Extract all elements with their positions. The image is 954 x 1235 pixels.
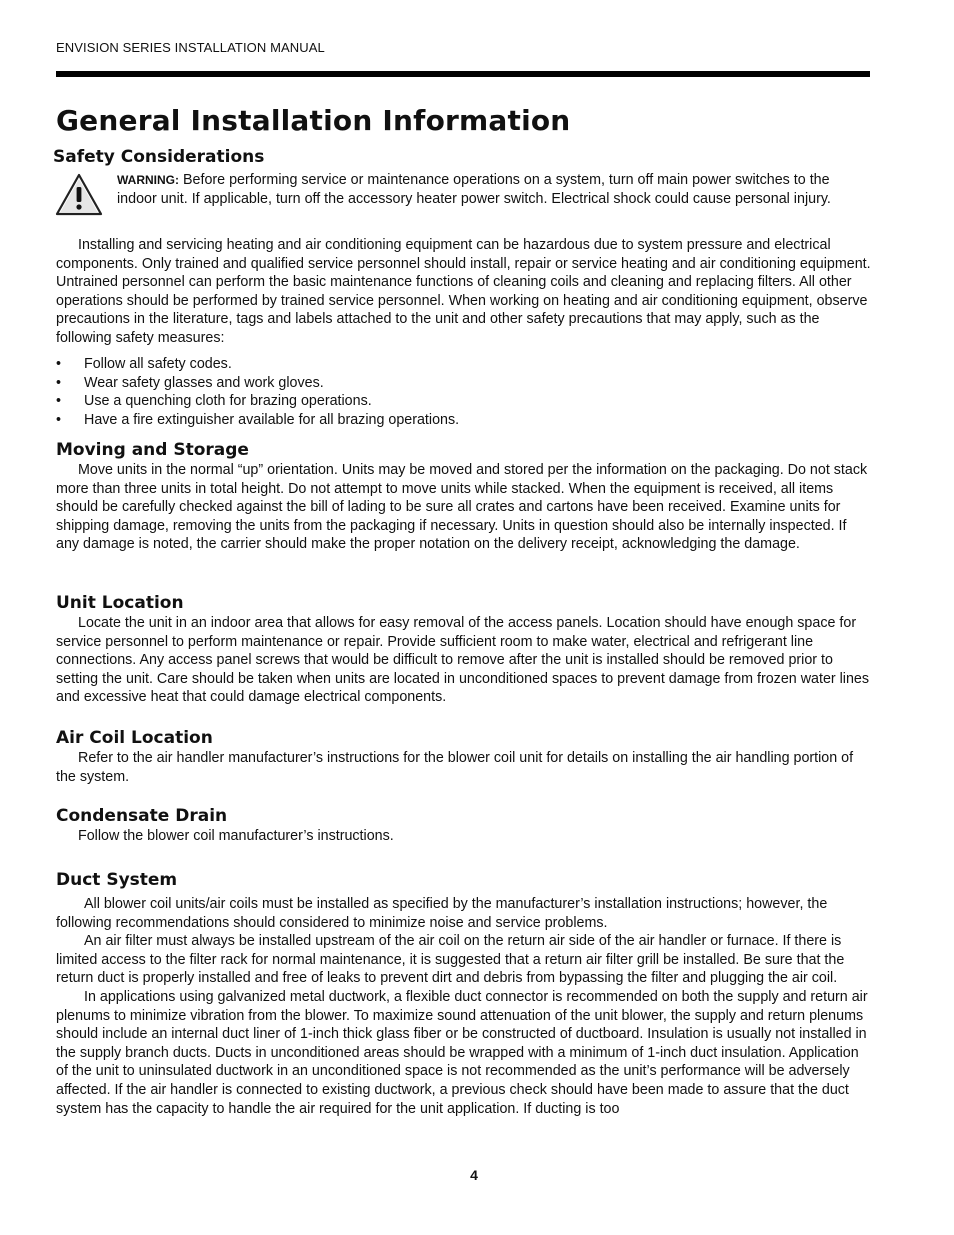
list-item: • Use a quenching cloth for brazing operations. bbox=[56, 393, 372, 410]
section-heading-moving: Moving and Storage bbox=[56, 440, 249, 460]
section-heading-unit-location: Unit Location bbox=[56, 593, 184, 613]
page-title: General Installation Information bbox=[56, 104, 571, 137]
safety-measures-list bbox=[56, 355, 871, 429]
list-item: • Follow all safety codes. bbox=[56, 356, 232, 372]
duct-paragraph-1: All blower coil units/air coils must be installed as specified by the manufacturer’s installation instructions; however, the following recommendations should considered to minimize noise and service problems. bbox=[56, 896, 828, 931]
moving-paragraph: Move units in the normal “up” orientation. Units may be moved and stored per the information on the packaging. Do not stack more than three units in total height. Do not attempt to move units while stacked. When the equipment is received, all items should be carefully checked against the bill of lading to be sure all crates and cartons have been received. Examine units for shipping damage, removing the units from the packaging if necessary. Units in question should also be internally inspected. If any damage is noted, the carrier should make the proper notation on the delivery receipt, acknowledging the damage. bbox=[56, 462, 868, 553]
duct-paragraph-2: An air filter must always be installed upstream of the air coil on the return air side of the air handler or furnace. If there is limited access to the filter rack for normal maintenance, it is suggested that a return air filter grill be installed. Be sure that the return duct is properly installed and free of leaks to prevent dirt and debris from bypassing the filter and plugging the air coil. bbox=[56, 933, 845, 987]
bullet-mark: • bbox=[56, 411, 62, 428]
list-item: • Wear safety glasses and work gloves. bbox=[56, 374, 324, 391]
section-heading-duct: Duct System bbox=[56, 870, 178, 890]
bullet-mark: • bbox=[56, 393, 62, 410]
header-rule bbox=[56, 71, 870, 77]
section-heading-condensate: Condensate Drain bbox=[56, 806, 228, 826]
bullet-mark: • bbox=[56, 356, 62, 372]
condensate-paragraph: Follow the blower coil manufacturer’s instructions. bbox=[78, 828, 394, 844]
page-number: 4 bbox=[470, 1167, 478, 1183]
warning-notice bbox=[117, 171, 869, 208]
unit-location-paragraph: Locate the unit in an indoor area that allows for easy removal of the access panels. Location should have enough space for service personnel to perform maintenance or repair. Provide sufficient room to make water, electrical and refrigerant line connections. Any access panel screws that would be difficult to remove after the unit is installed should be removed prior to setting the unit. Care should be taken when units are located in unconditioned spaces to prevent damage from frozen water lines and excessive heat that could damage electrical components. bbox=[56, 615, 870, 706]
safety-paragraph: Installing and servicing heating and air conditioning equipment can be hazardous due to system pressure and electrical components. Only trained and qualified service personnel should install, repair or service heating and air conditioning equipment. Untrained personnel can perform the basic maintenance functions of cleaning coils and cleaning and replacing filters. All other operations should be performed by trained service personnel. When working on heating and air conditioning equipment, observe precautions in the literature, tags and labels attached to the unit and other safety precautions that may apply, such as the following safety measures: bbox=[56, 237, 871, 346]
bullet-mark: • bbox=[56, 374, 62, 391]
warning-text: Before performing service or maintenance operations on a system, turn off main power switches to the indoor unit. If applicable, turn off the accessory heater power switch. Electrical shock could cause personal injury. bbox=[117, 172, 831, 207]
air-coil-paragraph: Refer to the air handler manufacturer’s instructions for the blower coil unit for details on installing the air handling portion of the system. bbox=[56, 750, 854, 785]
section-heading-air-coil: Air Coil Location bbox=[56, 728, 213, 748]
warning-triangle-icon bbox=[54, 172, 104, 218]
warning-label: WARNING: bbox=[117, 173, 179, 187]
list-item: • Have a fire extinguisher available for all brazing operations. bbox=[56, 411, 460, 428]
duct-paragraph-3: In applications using galvanized metal ductwork, a flexible duct connector is recommended on both the supply and return air plenums to minimize vibration from the blower. To maximize sound attenuation of the unit blower, the supply and return plenums should include an internal duct liner of 1-inch thick glass fiber or be constructed of ductboard. Insulation is usually not installed in the supply branch ducts. Ducts in unconditioned areas should be wrapped with a minimum of 1-inch duct insulation. Application of the unit to uninsulated ductwork in an unconditioned space is not recommended as the unit’s performance will be adversely affected. If the air handler is connected to existing ductwork, a previous check should have been made to assure that the duct system has the capacity to handle the air required for the unit application. If ducting is too bbox=[56, 988, 868, 1117]
running-header: ENVISION SERIES INSTALLATION MANUAL bbox=[56, 40, 325, 55]
section-heading-safety: Safety Considerations bbox=[53, 147, 265, 167]
